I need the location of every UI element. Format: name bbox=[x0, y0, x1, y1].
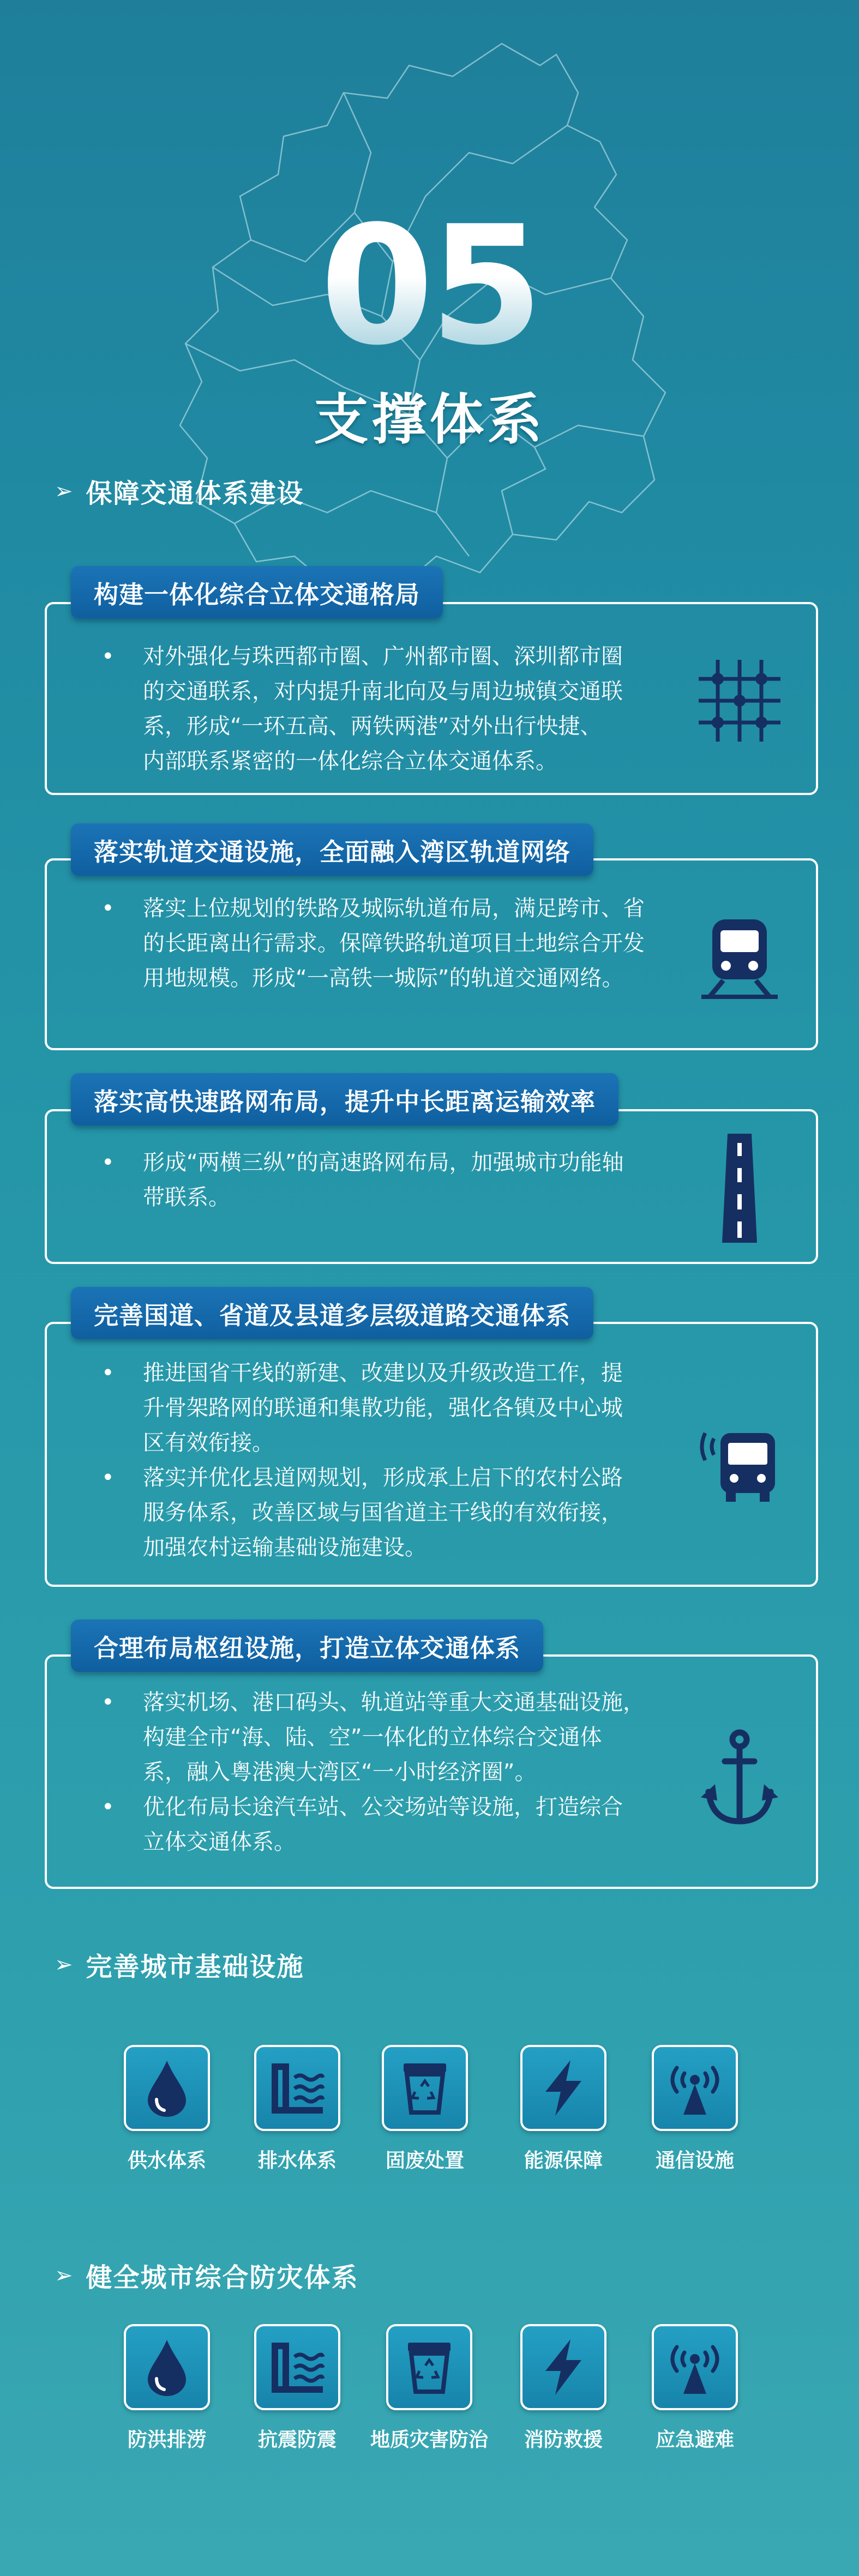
card-hub-facilities bbox=[45, 1654, 818, 1889]
infra-item-drainage bbox=[226, 2045, 368, 2173]
disaster-item-fire-rescue bbox=[492, 2324, 634, 2452]
icon-label: 能源保障 bbox=[524, 2150, 603, 2172]
lightning-icon bbox=[520, 2045, 606, 2131]
icon-label: 排水体系 bbox=[257, 2150, 337, 2172]
card-title-tab: 构建一体化综合立体交通格局 bbox=[71, 566, 443, 618]
section-title: 完善城市基础设施 bbox=[86, 1952, 304, 1982]
hero bbox=[0, 191, 859, 453]
icon-label: 供水体系 bbox=[127, 2150, 206, 2172]
icon-label: 地质灾害防治 bbox=[370, 2429, 488, 2451]
card-bullet: • 落实并优化县道网规划，形成承上启下的农村公路 服务体系，改善区域与国省道主干线的有效衔接， 加强农村运输基础设施建设。 bbox=[96, 1460, 685, 1565]
chapter-title: 支撑体系 bbox=[314, 388, 545, 452]
card-bullet: • 对外强化与珠西都市圈、广州都市圈、深圳都市圈 的交通联系，对内提升南北向及与周边城镇交通联 系，形成“一环五高、两铁两港”对外出行快捷、 内部联系紧密的一体化综合立体交通体系。 bbox=[96, 639, 685, 779]
icon-label: 应急避难 bbox=[655, 2429, 734, 2451]
infra-item-energy bbox=[492, 2045, 634, 2173]
card-title-tab: 落实高快速路网布局，提升中长距离运输效率 bbox=[71, 1073, 618, 1126]
card-rail-transit bbox=[45, 858, 818, 1050]
signal-tower-icon bbox=[652, 2324, 738, 2410]
icon-label: 防洪排涝 bbox=[127, 2429, 206, 2451]
icon-label: 消防救援 bbox=[524, 2429, 603, 2451]
train-icon bbox=[690, 899, 789, 1013]
card-bullet: • 形成“两横三纵”的高速路网布局，加强城市功能轴 带联系。 bbox=[96, 1145, 685, 1215]
card-road-network bbox=[45, 1322, 818, 1587]
highway-icon bbox=[690, 1131, 789, 1245]
infra-item-water-supply bbox=[96, 2045, 238, 2173]
drainage-icon bbox=[254, 2045, 340, 2131]
recycle-bin-icon bbox=[386, 2324, 472, 2410]
section-title: 健全城市综合防灾体系 bbox=[86, 2262, 359, 2293]
section-header-infrastructure bbox=[55, 1946, 304, 1983]
card-bullet: • 推进国省干线的新建、改建以及升级改造工作，提 升骨架路网的联通和集散功能，强化各镇及中心城 区有效衔接。 bbox=[96, 1356, 685, 1460]
disaster-item-emergency-shelter bbox=[624, 2324, 766, 2452]
section-header-disaster bbox=[55, 2256, 359, 2294]
drainage-icon bbox=[254, 2324, 340, 2410]
card-expressway bbox=[45, 1109, 818, 1264]
icon-label: 通信设施 bbox=[655, 2150, 734, 2172]
card-bullet: • 落实上位规划的铁路及城际轨道布局，满足跨市、省 的长距离出行需求。保障铁路轨道项目土地综合开发 用地规模。形成“一高铁一城际”的轨道交通网络。 bbox=[96, 891, 685, 996]
card-title-tab: 落实轨道交通设施，全面融入湾区轨道网络 bbox=[71, 823, 593, 876]
disaster-item-geological bbox=[358, 2324, 500, 2452]
section-header-transport bbox=[55, 472, 304, 510]
icon-label: 抗震防震 bbox=[257, 2429, 337, 2451]
anchor-icon bbox=[690, 1722, 789, 1837]
infra-item-solid-waste bbox=[354, 2045, 496, 2173]
card-title-tab: 完善国道、省道及县道多层级道路交通体系 bbox=[71, 1287, 593, 1339]
icon-label: 固废处置 bbox=[385, 2150, 464, 2172]
arrow-bullet-icon: ➢ bbox=[55, 1952, 73, 1977]
card-title-tab: 合理布局枢纽设施，打造立体交通体系 bbox=[71, 1620, 543, 1672]
water-drop-icon bbox=[124, 2324, 210, 2410]
disaster-item-earthquake bbox=[226, 2324, 368, 2452]
bus-icon bbox=[690, 1406, 789, 1520]
arrow-bullet-icon: ➢ bbox=[55, 2262, 73, 2288]
disaster-item-flood bbox=[96, 2324, 238, 2452]
chapter-number: 05 bbox=[0, 196, 859, 376]
card-bullet: • 落实机场、港口码头、轨道站等重大交通基础设施， 构建全市“海、陆、空”一体化的立体综合交通体 系，融入粤港澳大湾区“一小时经济圈”。 bbox=[96, 1685, 685, 1790]
infra-item-communication bbox=[624, 2045, 766, 2173]
recycle-bin-icon bbox=[382, 2045, 468, 2131]
card-integrated-transport bbox=[45, 602, 818, 795]
card-bullet: • 优化布局长途汽车站、公交场站等设施，打造综合 立体交通体系。 bbox=[96, 1790, 685, 1859]
grid-network-icon bbox=[690, 643, 789, 758]
arrow-bullet-icon: ➢ bbox=[55, 478, 73, 504]
water-drop-icon bbox=[124, 2045, 210, 2131]
signal-tower-icon bbox=[652, 2045, 738, 2131]
section-title: 保障交通体系建设 bbox=[86, 478, 304, 509]
lightning-icon bbox=[520, 2324, 606, 2410]
